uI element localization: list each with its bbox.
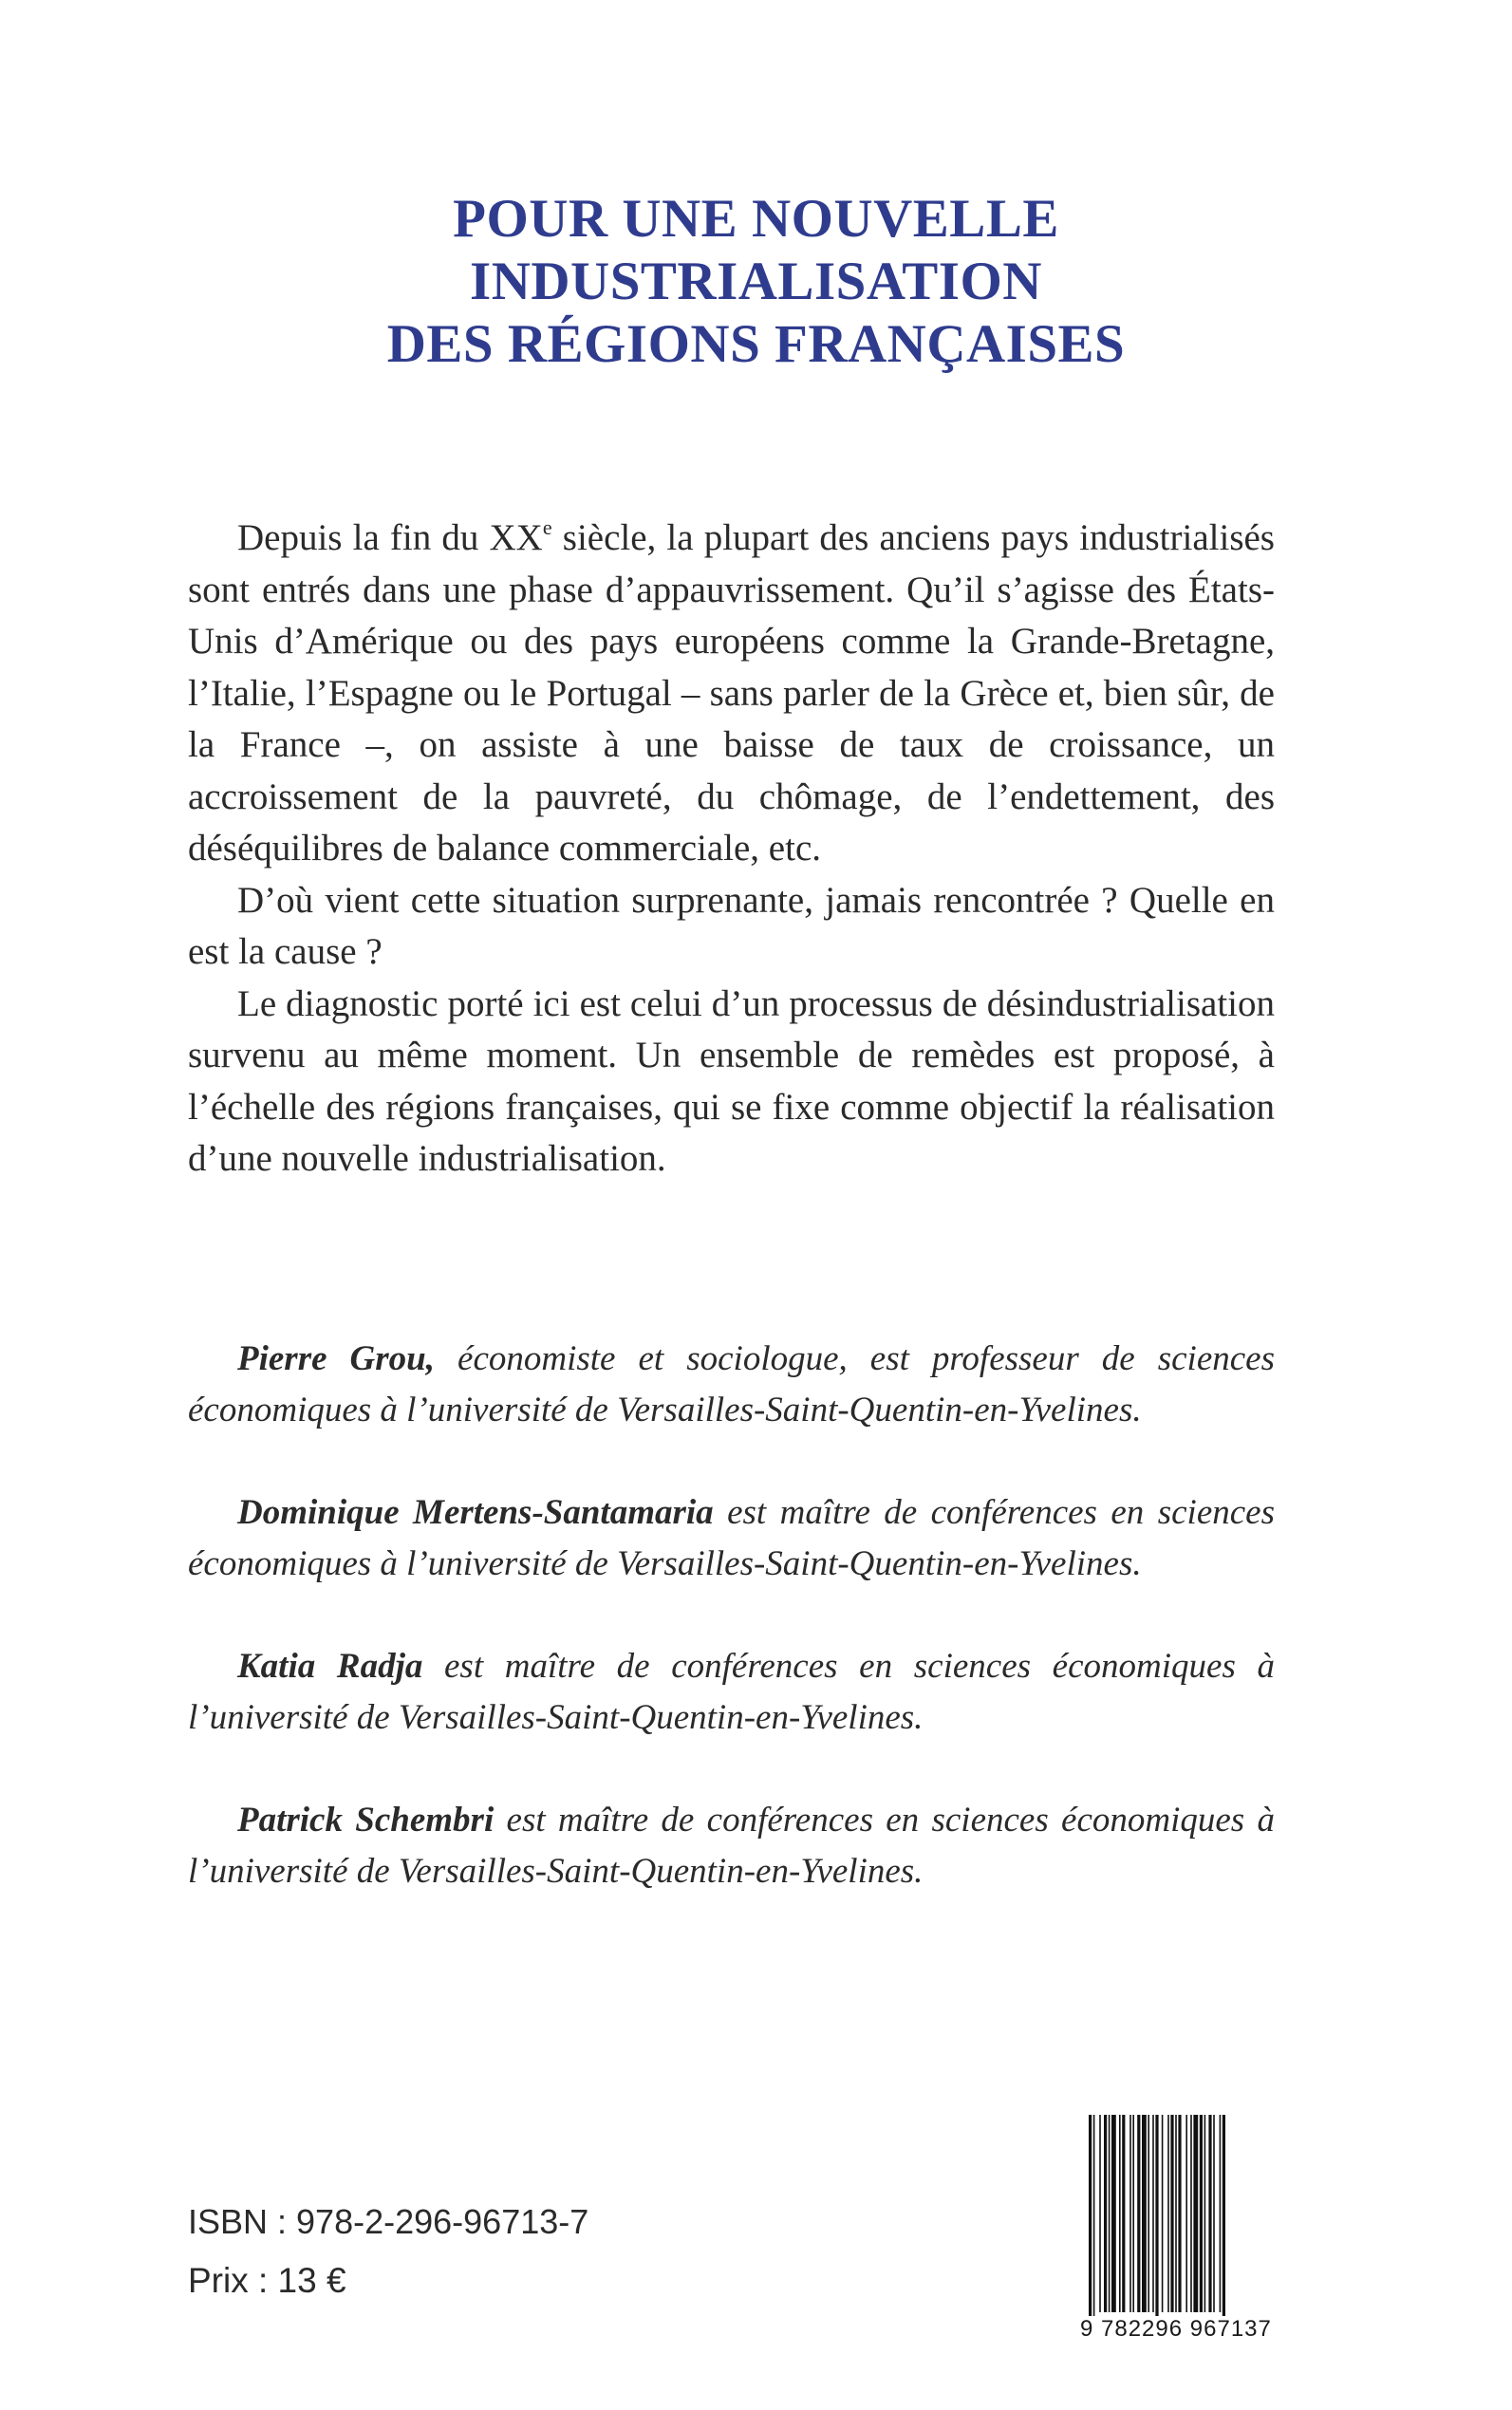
barcode-bar	[1099, 2115, 1101, 2312]
barcode-bar	[1132, 2115, 1134, 2312]
barcode-bar	[1148, 2115, 1149, 2312]
author-name: Patrick Schembri	[237, 1801, 495, 1840]
author-name: Pierre Grou,	[237, 1339, 435, 1378]
author-bio	[188, 1334, 1275, 1436]
barcode-bar	[1178, 2115, 1181, 2312]
author-bio	[188, 1641, 1275, 1744]
barcode-bar	[1122, 2115, 1125, 2312]
barcode-bar	[1093, 2115, 1095, 2339]
barcode-bar	[1129, 2115, 1131, 2312]
barcode-bar	[1155, 2115, 1158, 2339]
isbn-label: ISBN : 978-2-296-96713-7	[188, 2202, 589, 2241]
barcode-bar	[1223, 2115, 1225, 2339]
summary-paragraph-2: D’où vient cette situation surprenante, jamais rencontrée ? Quelle en est la cause ?	[188, 879, 1275, 972]
barcode-bar	[1109, 2115, 1111, 2312]
author-description: est maître de conférences en sciences économiques à l’université de Versailles-Saint-Quentin-en-Yvelines.	[188, 1801, 1275, 1891]
barcode-bar	[1162, 2115, 1164, 2312]
author-name: Dominique Mertens-Santamaria	[237, 1493, 714, 1532]
century-superscript: e	[542, 515, 552, 539]
author-description: est maître de conférences en sciences économiques à l’université de Versailles-Saint-Quentin-en-Yvelines.	[188, 1647, 1275, 1737]
summary-paragraph-1	[188, 513, 1275, 875]
barcode-bar	[1185, 2115, 1187, 2312]
barcode-bar	[1170, 2115, 1173, 2312]
barcode-bar	[1152, 2115, 1154, 2312]
barcode-digits: 9 782296 967137	[1080, 2316, 1279, 2343]
barcode-bar	[1204, 2115, 1206, 2312]
author-bio	[188, 1487, 1275, 1590]
book-title	[0, 188, 1512, 376]
author-bios	[188, 1334, 1275, 1949]
author-description: est maître de conférences en sciences économiques à l’université de Versailles-Saint-Quentin-en-Yvelines.	[188, 1493, 1275, 1583]
book-title-line-1: POUR UNE NOUVELLE	[453, 189, 1059, 249]
summary-paragraph-3: Le diagnostic porté ici est celui d’un processus de désindustrialisation survenu au même moment. Un ensemble de remèdes est proposé, à l’échelle des régions françaises, qui se fixe comme objectif la réalisation d’une nouvelle industrialisation.	[188, 982, 1275, 1179]
barcode-bar	[1213, 2115, 1215, 2312]
summary-p1-start: Depuis la fin du XX	[237, 517, 543, 558]
price-label: Prix : 13 €	[188, 2261, 346, 2300]
barcode-bar	[1111, 2115, 1116, 2312]
barcode-bar	[1200, 2115, 1203, 2312]
barcode-bar	[1119, 2115, 1121, 2312]
barcode-bar	[1193, 2115, 1198, 2312]
author-description: économiste et sociologue, est professeur de sciences économiques à l’université de Versailles-Saint-Quentin-en-Yvelines.	[188, 1339, 1275, 1429]
barcode-bar	[1190, 2115, 1192, 2312]
book-title-line-2: INDUSTRIALISATION	[470, 252, 1042, 311]
barcode-bar	[1175, 2115, 1177, 2312]
summary-text	[188, 513, 1275, 1186]
author-name: Katia Radja	[237, 1647, 423, 1686]
barcode-icon	[1085, 2115, 1275, 2343]
barcode-bar	[1137, 2115, 1140, 2312]
barcode-bar	[1104, 2115, 1107, 2312]
barcode-bar	[1208, 2115, 1211, 2312]
barcode-bar	[1167, 2115, 1169, 2312]
barcode-bar	[1142, 2115, 1147, 2312]
summary-p1-rest: siècle, la plupart des anciens pays industrialisés sont entrés dans une phase d’appauvrissement. Qu’il s’agisse des États-Unis d’Amérique ou des pays européens comme la Grande-Bretagne, l’Italie, l’Espagne ou le Portugal – sans parler de la Grèce et, bien sûr, de la France –, on assiste à une baisse de taux de croissance, un accroissement de la pauvreté, du chômage, de l’endettement, des déséquilibres de balance commerciale, etc.	[188, 517, 1275, 869]
book-title-line-3: DES RÉGIONS FRANÇAISES	[386, 314, 1126, 374]
barcode-bar	[1089, 2115, 1092, 2339]
barcode-bar	[1220, 2115, 1222, 2312]
author-bio	[188, 1795, 1275, 1897]
